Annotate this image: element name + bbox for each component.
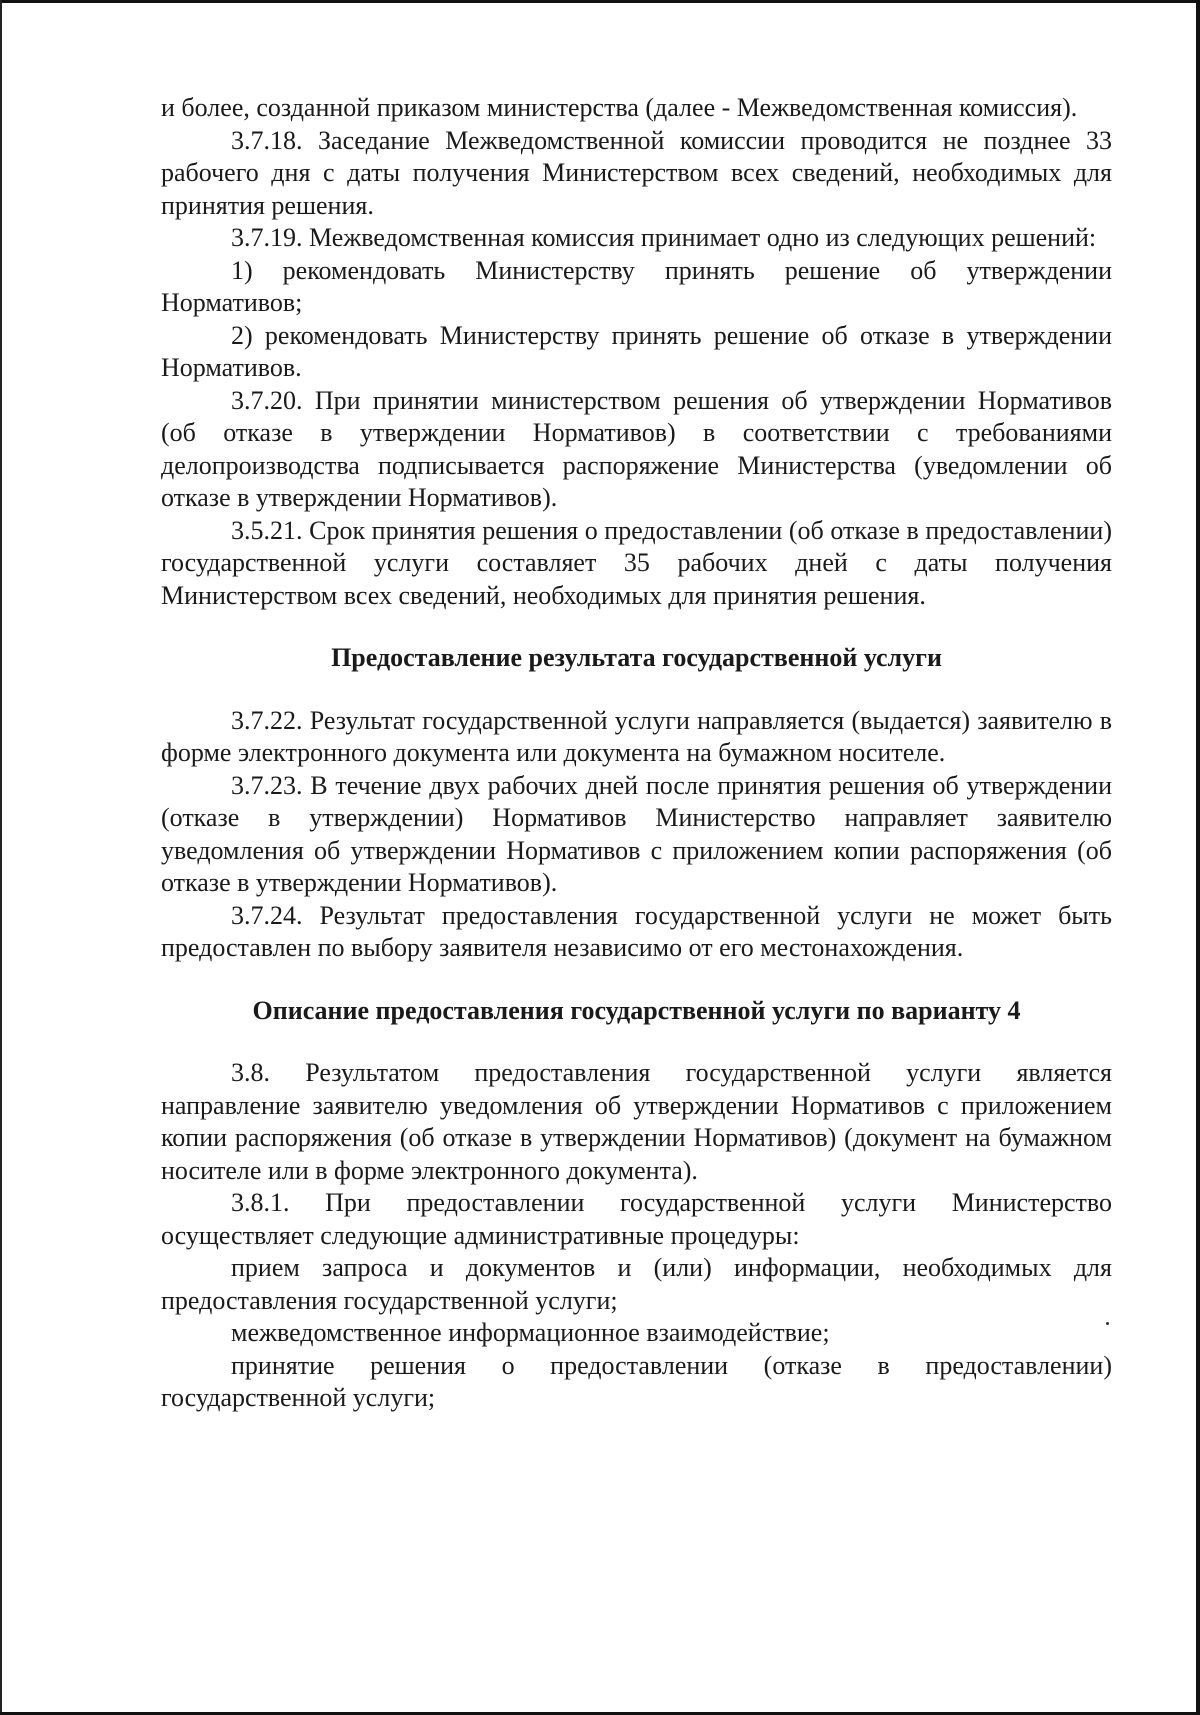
scan-speck — [1106, 1322, 1109, 1325]
paragraph: 3.7.18. Заседание Межведомственной комиссии проводится не позднее 33 рабочего дня с даты получения Министерством всех сведений, необходимых для принятия решения. — [161, 125, 1112, 220]
paragraph: 3.7.19. Межведомственная комиссия принимает одно из следующих решений: — [231, 223, 1097, 252]
list-item: 1) рекомендовать Министерству принять решение об утверждении Нормативов; — [161, 255, 1112, 317]
spacer — [161, 965, 1112, 995]
list-item: межведомственное информационное взаимодействие; — [231, 1318, 830, 1347]
list-item: 2) рекомендовать Министерству принять решение об отказе в утверждении Нормативов. — [161, 320, 1112, 382]
paragraph: 3.8. Результатом предоставления государственной услуги является направление заявителю уведомления об утверждении Нормативов с приложением копии распоряжения (об отказе в утверждении Нормативов) (документ на бумажном носителе или в форме электронного документа). — [161, 1058, 1112, 1185]
spacer — [161, 1027, 1112, 1057]
section-heading: Описание предоставления государственной услуги по варианту 4 — [252, 995, 1021, 1025]
scan-border-right — [1196, 0, 1200, 1715]
spacer — [161, 612, 1112, 642]
document-page — [161, 92, 1112, 1415]
paragraph: 3.5.21. Срок принятия решения о предоставлении (об отказе в предоставлении) государственной услуги составляет 35 рабочих дней с даты получения Министерством всех сведений, необходимых для принятия решения. — [161, 515, 1112, 610]
paragraph: 3.7.20. При принятии министерством решения об утверждении Нормативов (об отказе в утверждении Нормативов) в соответствии с требованиями делопроизводства подписывается распоряжение Министерства (уведомлении об отказе в утверждении Нормативов). — [161, 385, 1112, 512]
list-item: прием запроса и документов и (или) информации, необходимых для предоставления государственной услуги; — [161, 1253, 1112, 1315]
scan-border-left — [0, 0, 2, 1715]
paragraph: 3.7.23. В течение двух рабочих дней после принятия решения об утверждении (отказе в утверждении) Нормативов Министерство направляет заявителю уведомления об утверждении Нормативов с приложением копии распоряжения (об отказе в утверждении Нормативов). — [161, 770, 1112, 897]
paragraph: 3.8.1. При предоставлении государственной услуги Министерство осуществляет следующие административные процедуры: — [161, 1188, 1112, 1250]
paragraph: и более, созданной приказом министерства (далее - Межведомственная комиссия). — [161, 93, 1078, 122]
paragraph: 3.7.22. Результат государственной услуги направляется (выдается) заявителю в форме электронного документа или документа на бумажном носителе. — [161, 705, 1112, 767]
section-heading: Предоставление результата государственной услуги — [331, 643, 942, 672]
spacer — [161, 675, 1112, 705]
paragraph: 3.7.24. Результат предоставления государственной услуги не может быть предоставлен по выбору заявителя независимо от его местонахождения. — [161, 900, 1112, 962]
list-item: принятие решения о предоставлении (отказе в предоставлении) государственной услуги; — [161, 1350, 1112, 1412]
scan-border-top — [0, 0, 1200, 3]
